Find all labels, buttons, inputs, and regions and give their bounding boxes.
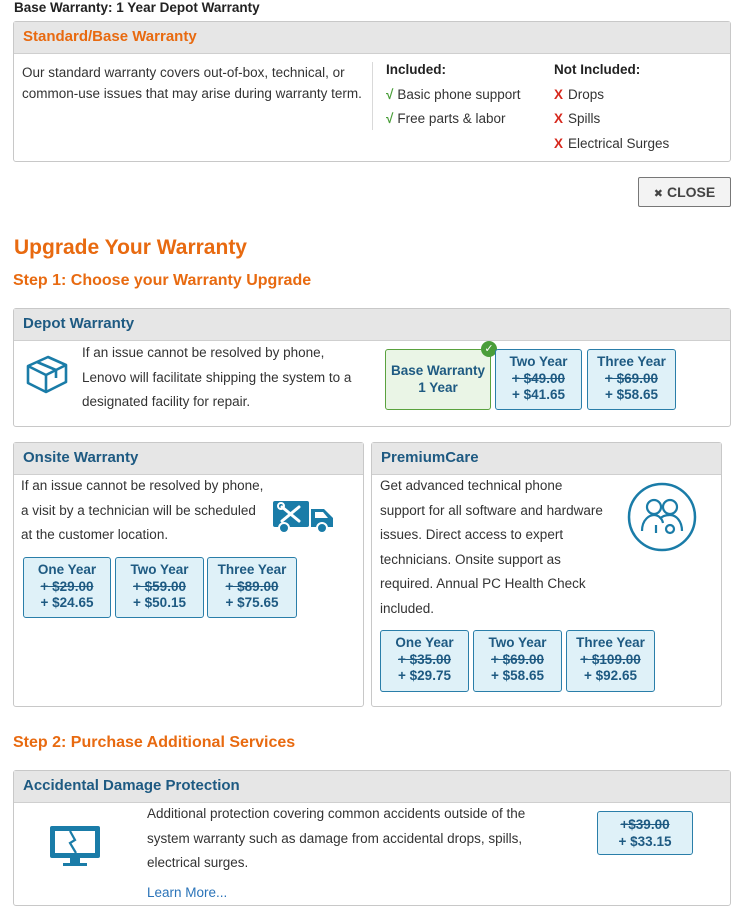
check-icon: √ — [386, 86, 394, 102]
included-list — [386, 58, 521, 132]
not-included-list — [554, 58, 669, 156]
adp-option[interactable]: +$39.00 + $33.15 — [597, 811, 693, 855]
depot-base-warranty-option[interactable]: Base Warranty 1 Year — [385, 349, 491, 410]
check-icon: √ — [386, 111, 394, 126]
step2-heading: Step 2: Purchase Additional Services — [13, 734, 296, 751]
onsite-warranty-description: If an issue cannot be resolved by phone, a visit by a technician will be scheduled at the customer location. — [21, 478, 264, 542]
standard-warranty-heading: Standard/Base Warranty — [14, 22, 730, 54]
premiumcare-three-year-option[interactable]: Three Year + $109.00 + $92.65 — [566, 630, 655, 692]
included-heading: Included: — [386, 62, 446, 77]
learn-more-link[interactable]: Learn More... — [147, 885, 228, 900]
onsite-warranty-heading: Onsite Warranty — [14, 443, 363, 475]
onsite-three-year-option[interactable]: Three Year + $89.00 + $75.65 — [207, 557, 297, 618]
close-label: CLOSE — [666, 184, 716, 200]
onsite-one-year-option[interactable]: One Year + $29.00 + $24.65 — [23, 557, 111, 618]
not-included-item: X Electrical Surges — [554, 135, 670, 151]
depot-warranty-panel — [13, 308, 731, 427]
divider — [372, 62, 373, 130]
adp-description: Additional protection covering common accidents outside of the system warranty such as damage from accidental drops, spills, electrical surges. — [147, 806, 526, 870]
premiumcare-description: Get advanced technical phone support for all software and hardware issues. Direct access to expert technicians. Onsite support as required. Annual PC Health Check included. — [380, 478, 603, 616]
depot-three-year-option[interactable]: Three Year + $69.00 + $58.65 — [587, 349, 676, 410]
premiumcare-panel — [371, 442, 722, 707]
depot-warranty-description: If an issue cannot be resolved by phone, Lenovo will facilitate shipping the system to a designated facility for repair. — [82, 345, 352, 409]
standard-warranty-description: Our standard warranty covers out-of-box, technical, or common-use issues that may arise during warranty term. — [22, 65, 362, 101]
step1-heading: Step 1: Choose your Warranty Upgrade — [13, 272, 312, 289]
premiumcare-one-year-option[interactable]: One Year + $35.00 + $29.75 — [380, 630, 469, 692]
x-icon: X — [554, 86, 564, 102]
x-icon: X — [554, 135, 564, 151]
not-included-heading: Not Included: — [554, 62, 641, 77]
x-icon: X — [554, 111, 564, 126]
included-item: √ Free parts & labor — [386, 111, 506, 126]
service-truck-icon — [272, 499, 336, 538]
adp-heading: Accidental Damage Protection — [14, 771, 730, 803]
included-item: √ Basic phone support — [386, 86, 521, 102]
onsite-two-year-option[interactable]: Two Year + $59.00 + $50.15 — [115, 557, 204, 618]
not-included-item: X Drops — [554, 86, 605, 102]
onsite-warranty-panel — [13, 442, 364, 707]
box-icon — [24, 351, 70, 400]
technicians-icon — [626, 481, 698, 556]
close-icon: ✖ — [653, 188, 663, 200]
base-warranty-title: Base Warranty: 1 Year Depot Warranty — [14, 0, 260, 15]
depot-warranty-heading: Depot Warranty — [14, 309, 730, 341]
premiumcare-two-year-option[interactable]: Two Year + $69.00 + $58.65 — [473, 630, 562, 692]
standard-warranty-panel — [13, 21, 731, 162]
selected-check-icon: ✓ — [481, 341, 497, 357]
broken-monitor-icon — [48, 824, 102, 871]
not-included-item: X Spills — [554, 111, 601, 126]
depot-two-year-option[interactable]: Two Year + $49.00 + $41.65 — [495, 349, 582, 410]
upgrade-heading: Upgrade Your Warranty — [14, 236, 247, 259]
close-button[interactable] — [638, 177, 731, 207]
adp-panel — [13, 770, 731, 906]
premiumcare-heading: PremiumCare — [372, 443, 721, 475]
